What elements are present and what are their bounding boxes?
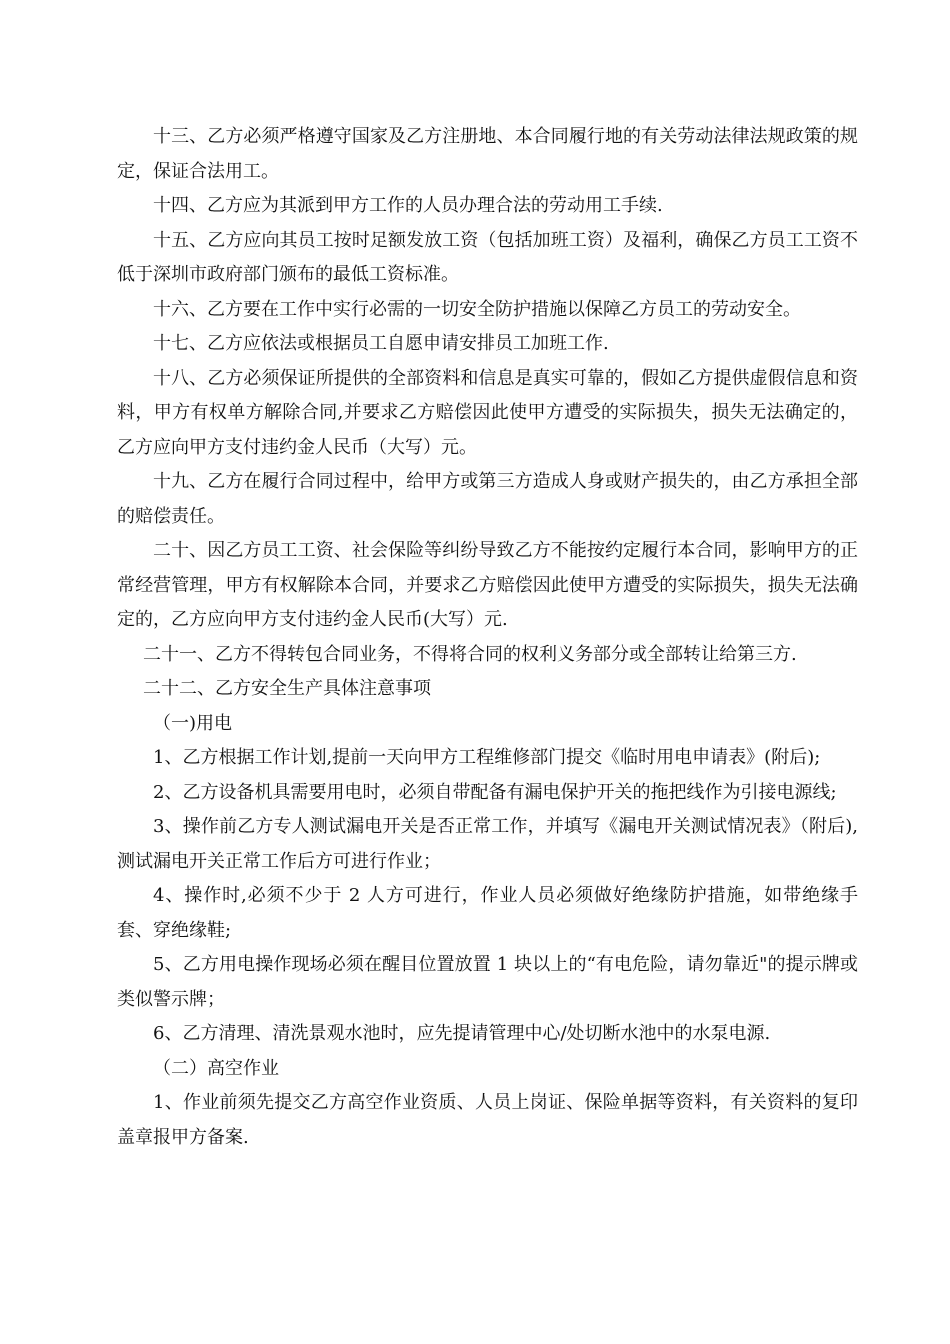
paragraph-13: 十三、乙方必须严格遵守国家及乙方注册地、本合同履行地的有关劳动法律法规政策的规定，保证合法用工。 bbox=[117, 126, 858, 182]
paragraph-19: 十九、乙方在履行合同过程中，给甲方或第三方造成人身或财产损失的，由乙方承担全部的赔偿责任。 bbox=[117, 471, 858, 527]
paragraph-21: 二十一、乙方不得转包合同业务，不得将合同的权利义务部分或全部转让给第三方. bbox=[143, 643, 797, 665]
paragraph-20: 二十、因乙方员工工资、社会保险等纠纷导致乙方不能按约定履行本合同，影响甲方的正常经营管理，甲方有权解除本合同，并要求乙方赔偿因此使甲方遭受的实际损失，损失无法确定的，乙方应向甲方支付违约金人民币(大写）元. bbox=[117, 540, 858, 630]
paragraph-22: 二十二、乙方安全生产具体注意事项 bbox=[143, 678, 431, 699]
high-altitude-item-1: 1、作业前须先提交乙方高空作业资质、人员上岗证、保险单据等资料，有关资料的复印盖章报甲方备案. bbox=[117, 1092, 858, 1148]
electricity-item-4: 4、操作时,必须不少于 2 人方可进行，作业人员必须做好绝缘防护措施，如带绝缘手套、穿绝缘鞋; bbox=[117, 885, 858, 941]
paragraph-18: 十八、乙方必须保证所提供的全部资料和信息是真实可靠的，假如乙方提供虚假信息和资料，甲方有权单方解除合同,并要求乙方赔偿因此使甲方遭受的实际损失，损失无法确定的，乙方应向甲方支付违约金人民币（大写）元。 bbox=[117, 367, 858, 458]
paragraph-16: 十六、乙方要在工作中实行必需的一切安全防护措施以保障乙方员工的劳动安全。 bbox=[153, 298, 801, 320]
paragraph-17: 十七、乙方应依法或根据员工自愿申请安排员工加班工作. bbox=[153, 333, 609, 354]
subsection-electricity: （一)用电 bbox=[153, 712, 233, 734]
electricity-item-3: 3、操作前乙方专人测试漏电开关是否正常工作，并填写《漏电开关测试情况表》（附后),测试漏电开关正常工作后方可进行作业； bbox=[117, 816, 858, 872]
paragraph-15: 十五、乙方应向其员工按时足额发放工资（包括加班工资）及福利，确保乙方员工工资不低于深圳市政府部门颁布的最低工资标准。 bbox=[117, 229, 858, 285]
paragraph-14: 十四、乙方应为其派到甲方工作的人员办理合法的劳动用工手续. bbox=[153, 195, 663, 216]
electricity-item-1: 1、乙方根据工作计划,提前一天向甲方工程维修部门提交《临时用电申请表》(附后); bbox=[153, 747, 821, 768]
electricity-item-5: 5、乙方用电操作现场必须在醒目位置放置 1 块以上的“有电危险，请勿靠近"的提示牌或类似警示牌； bbox=[117, 954, 858, 1010]
electricity-item-6: 6、乙方清理、清洗景观水池时，应先提请管理中心/处切断水池中的水泵电源. bbox=[153, 1023, 771, 1044]
electricity-item-2: 2、乙方设备机具需要用电时，必须自带配备有漏电保护开关的拖把线作为引接电源线; bbox=[153, 781, 837, 803]
subsection-high-altitude: （二）高空作业 bbox=[153, 1057, 279, 1079]
